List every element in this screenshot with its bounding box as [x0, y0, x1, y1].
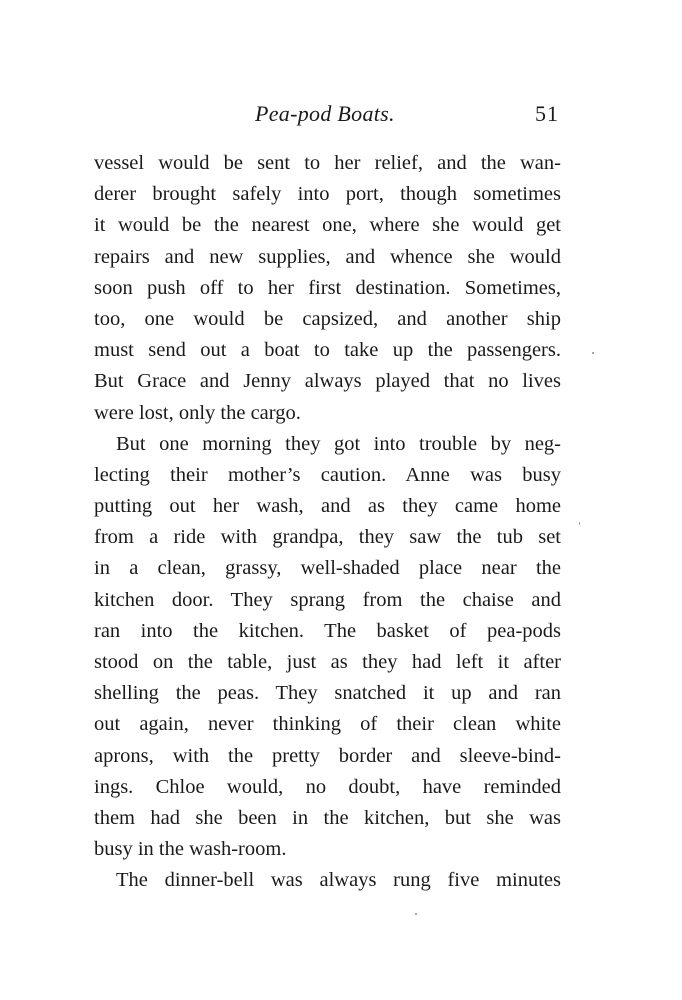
page-number: 51	[535, 101, 559, 126]
text-line: putting out her wash, and as they came home	[94, 495, 561, 518]
text-line: But Grace and Jenny always played that no lives	[94, 370, 561, 393]
text-line: too, one would be capsized, and another ship	[94, 307, 561, 330]
paper-speck	[415, 913, 417, 915]
text-line: from a ride with grandpa, they saw the tub set	[94, 526, 561, 549]
paper-speck	[592, 352, 594, 354]
text-line: busy in the wash-room.	[94, 838, 287, 861]
text-line: were lost, only the cargo.	[94, 401, 301, 424]
text-line: aprons, with the pretty border and sleeve-bind-	[94, 744, 561, 767]
text-line: them had she been in the kitchen, but she was	[94, 806, 561, 829]
running-title: Pea-pod Boats.	[255, 101, 395, 126]
text-line: ran into the kitchen. The basket of pea-pods	[94, 619, 561, 642]
text-line: it would be the nearest one, where she would get	[94, 214, 561, 237]
text-line: lecting their mother’s caution. Anne was busy	[94, 463, 561, 486]
text-line: But one morning they got into trouble by neg-	[116, 432, 561, 455]
text-line: The dinner-bell was always rung five minutes	[116, 869, 561, 892]
text-line: must send out a boat to take up the passengers.	[94, 339, 561, 362]
text-line: kitchen door. They sprang from the chaise and	[94, 588, 561, 611]
paper-speck	[579, 522, 580, 525]
text-line: derer brought safely into port, though sometimes	[94, 183, 561, 206]
text-line: soon push off to her first destination. Sometimes,	[94, 276, 561, 299]
text-line: stood on the table, just as they had left it after	[94, 651, 561, 673]
text-line: vessel would be sent to her relief, and the wan-	[94, 152, 561, 174]
text-line: shelling the peas. They snatched it up and ran	[94, 682, 561, 705]
text-line: out again, never thinking of their clean white	[94, 713, 561, 736]
text-line: ings. Chloe would, no doubt, have reminded	[94, 775, 561, 798]
body-text	[94, 148, 561, 897]
text-line: repairs and new supplies, and whence she would	[94, 245, 561, 268]
text-line: in a clean, grassy, well-shaded place near the	[94, 557, 561, 580]
